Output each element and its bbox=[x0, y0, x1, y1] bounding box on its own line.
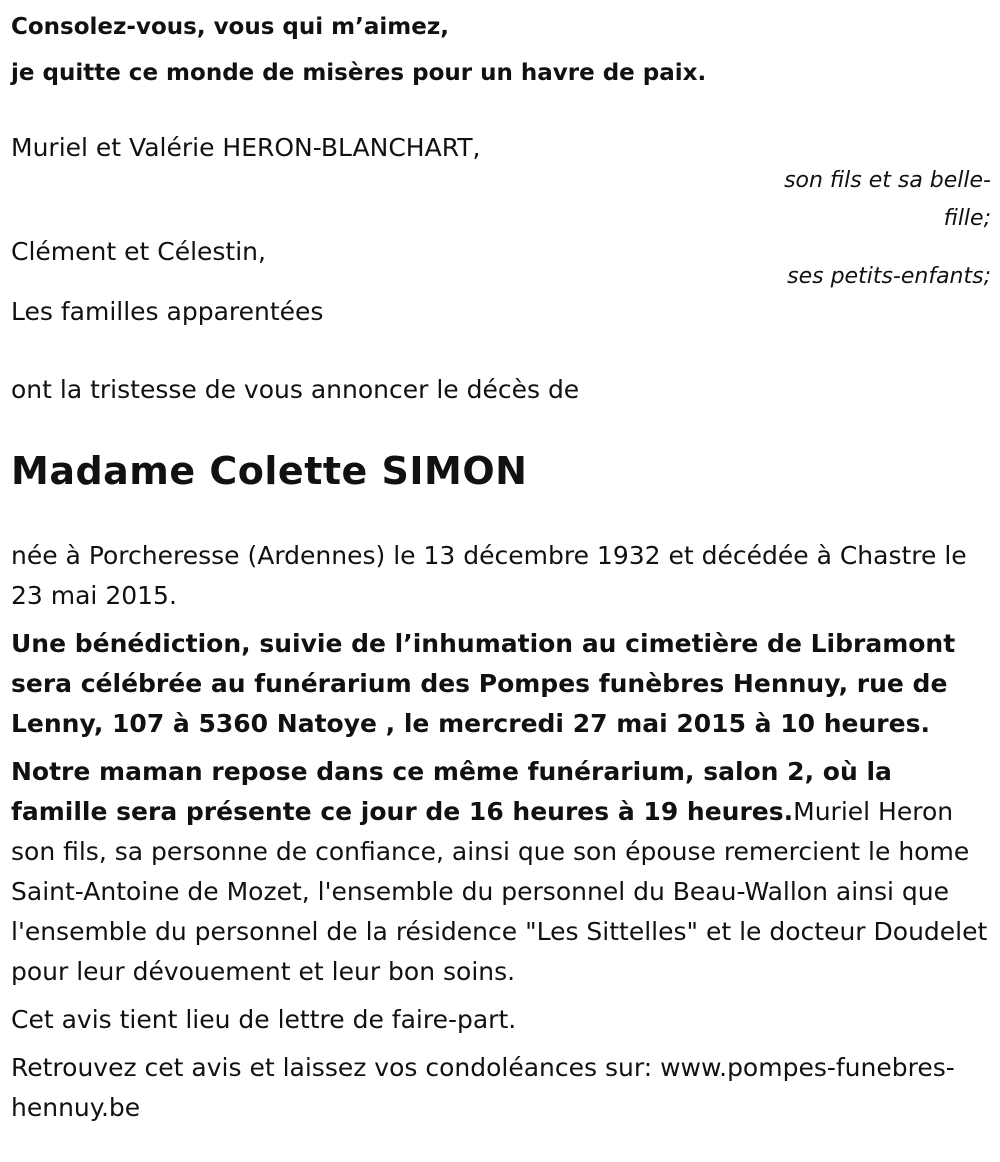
family-names-3: Les familles apparentées bbox=[11, 297, 324, 326]
thanks-text: Muriel Heron son fils, sa personne de confiance, ainsi que son épouse remercient le home Saint-Antoine de Mozet, l'ensemble du personnel du Beau-Wallon ainsi que l'ensemble du personnel de la résidence "Les Sittelles" et le docteur Doudelet pour leur dévouement et leur bon soins. bbox=[11, 797, 988, 986]
announcement-text: ont la tristesse de vous annoncer le décès de bbox=[11, 375, 580, 404]
visitation-paragraph bbox=[11, 752, 991, 992]
family-relation-2: ses petits-enfants; bbox=[787, 264, 991, 289]
quote-line-2: je quitte ce monde de misères pour un havre de paix. bbox=[11, 60, 707, 86]
condolences-text: Retrouvez cet avis et laissez vos condoléances sur: www.pompes-funebres-hennuy.be bbox=[11, 1053, 955, 1122]
deceased-name: Madame Colette SIMON bbox=[11, 449, 528, 493]
visitation-bold-text: Notre maman repose dans ce même funérarium, salon 2, où la famille sera présente ce jour de 16 heures à 19 heures. bbox=[11, 757, 892, 826]
notice-text: Cet avis tient lieu de lettre de faire-part. bbox=[11, 1005, 517, 1034]
quote-line-1: Consolez-vous, vous qui m’aimez, bbox=[11, 14, 449, 40]
birth-death-text: née à Porcheresse (Ardennes) le 13 décembre 1932 et décédée à Chastre le 23 mai 2015. bbox=[11, 541, 967, 610]
ceremony-text: Une bénédiction, suivie de l’inhumation au cimetière de Libramont sera célébrée au funérarium des Pompes funèbres Hennuy, rue de Lenny, 107 à 5360 Natoye , le mercredi 27 mai 2015 à 10 heures. bbox=[11, 629, 956, 738]
family-relation-1: son fils et sa belle-fille; bbox=[784, 168, 991, 231]
obituary-document bbox=[11, 0, 991, 1128]
family-names-1: Muriel et Valérie HERON-BLANCHART, bbox=[11, 133, 481, 162]
family-names-2: Clément et Célestin, bbox=[11, 237, 266, 266]
